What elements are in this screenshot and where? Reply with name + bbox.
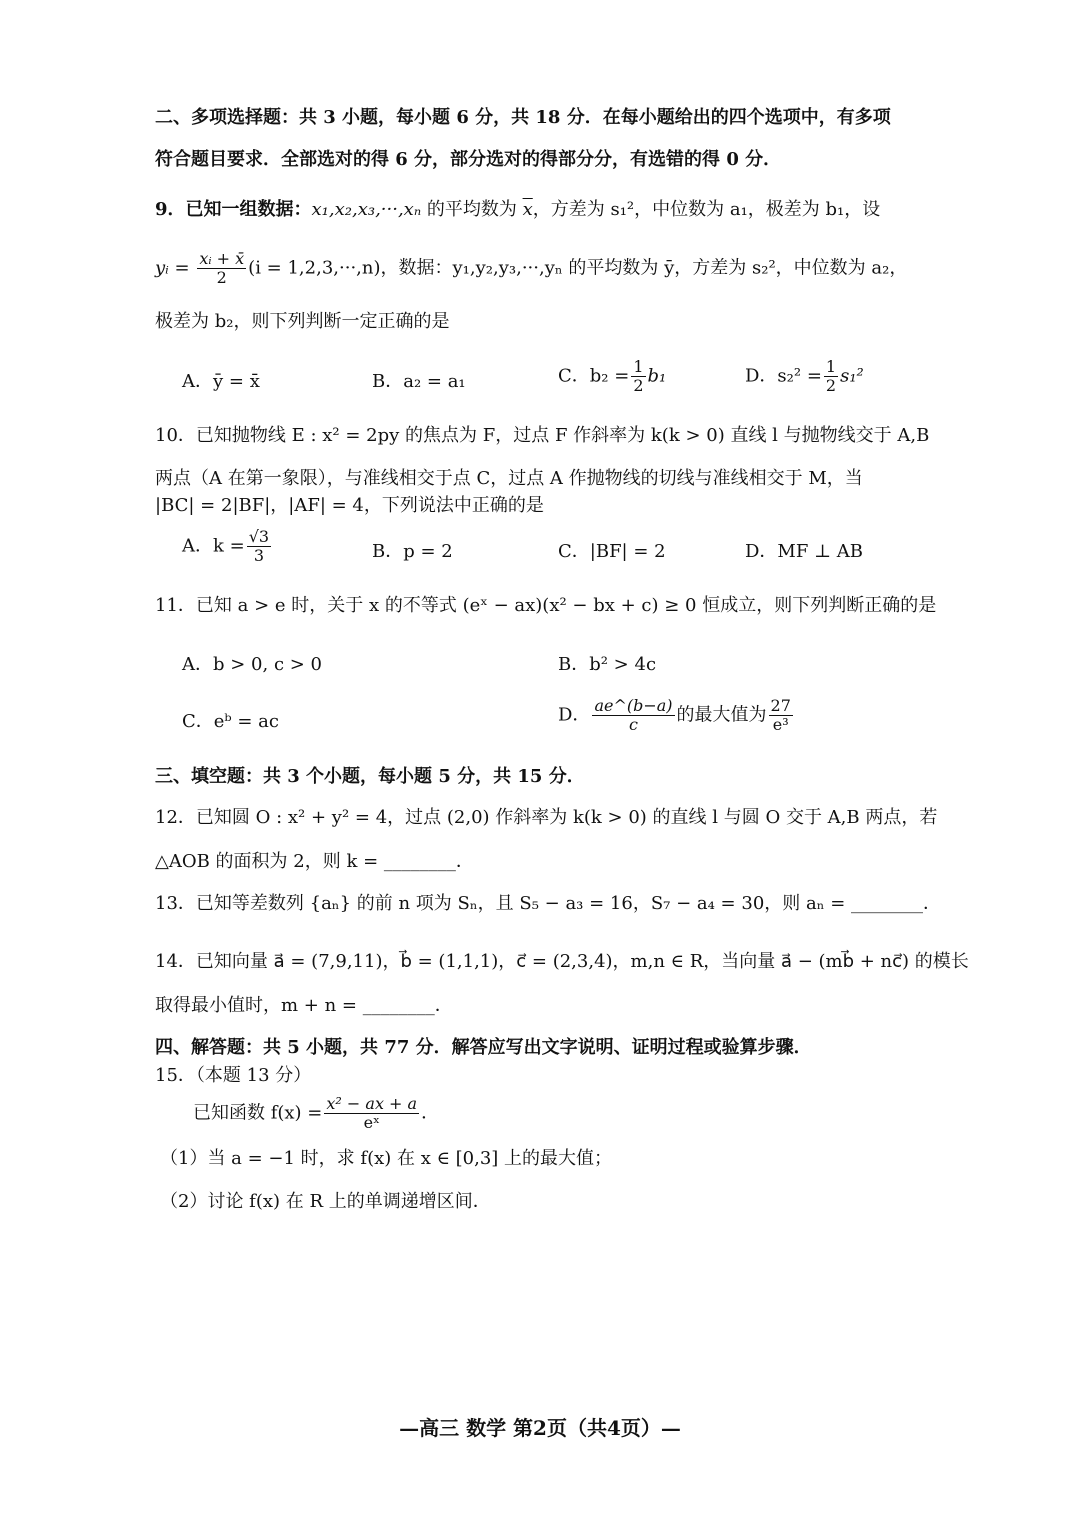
q11-option-d-mid: 的最大值为 xyxy=(676,704,767,726)
q11-option-d-den: c xyxy=(629,715,638,734)
q9-line1 xyxy=(155,198,880,222)
q15-part1: （1）当 a = −1 时，求 f(x) 在 x ∈ [0,3] 上的最大值； xyxy=(160,1148,613,1169)
q9-text1: 的平均数为 xyxy=(421,199,523,220)
q9-option-a: A．ȳ = x̄ xyxy=(182,371,260,392)
q14-line1: 14．已知向量 a⃗ = (7,9,11)，b⃗ = (1,1,1)，c⃗ = (2,3,4)，m,n ∈ R，当向量 a⃗ − (mb⃗ + nc⃗) 的模长 xyxy=(155,951,969,972)
q9-y-num: xᵢ + x̄ xyxy=(199,249,245,268)
page-footer: —高三 数学 第2页（共4页）— xyxy=(399,1416,681,1440)
q9-y-den: 2 xyxy=(216,268,227,287)
q9-option-c-pre: C．b₂ = xyxy=(558,365,630,387)
q9-option-c-post: b₁ xyxy=(647,365,667,387)
section2-header-line1: 二、多项选择题：共 3 小题，每小题 6 分，共 18 分．在每小题给出的四个选项中，有多项 xyxy=(155,107,891,128)
q10-option-a-frac xyxy=(247,528,271,565)
q9-y-lhs: yᵢ = xyxy=(155,257,190,279)
q15-statement-den: eˣ xyxy=(363,1113,380,1132)
q9-data: x₁,x₂,x₃,···,xₙ xyxy=(311,199,422,220)
q9-xbar: $\overline{x}$ xyxy=(522,199,533,220)
q11-option-d-frac xyxy=(592,697,674,734)
section4-header: 四、解答题：共 5 小题，共 77 分．解答应写出文字说明、证明过程或验算步骤． xyxy=(155,1037,812,1058)
q10-line1: 10．已知抛物线 E : x² = 2py 的焦点为 F，过点 F 作斜率为 k(k > 0) 直线 l 与抛物线交于 A,B xyxy=(155,425,930,446)
q11-option-b: B．b² > 4c xyxy=(558,654,657,675)
q9-option-d-den: 2 xyxy=(825,376,837,395)
q10-option-a-den: 3 xyxy=(253,546,264,565)
q11-option-d-pre: D． xyxy=(558,704,591,726)
q10-option-a-pre: A．k = xyxy=(182,535,245,557)
q11-option-d xyxy=(558,697,795,734)
q11-option-c: C．eᵇ = ac xyxy=(182,711,279,732)
q15-statement-pre: 已知函数 f(x) = xyxy=(193,1102,323,1124)
q10-line2: 两点（A 在第一象限），与准线相交于点 C，过点 A 作抛物线的切线与准线相交于 M，当 xyxy=(155,468,863,489)
q15-statement-post: ． xyxy=(421,1102,440,1124)
q9-option-d-pre: D．s₂² = xyxy=(745,365,822,387)
q9-option-d xyxy=(745,358,864,395)
section3-header: 三、填空题：共 3 个小题，每小题 5 分，共 15 分． xyxy=(155,766,585,787)
q15-statement-frac xyxy=(324,1095,419,1132)
q13-line1: 13．已知等差数列 {aₙ} 的前 n 项为 Sₙ，且 S₅ − a₃ = 16，S₇ − a₄ = 30，则 aₙ = ________． xyxy=(155,893,942,914)
q15-title: 15．（本题 13 分） xyxy=(155,1065,312,1086)
q9-intro: 9．已知一组数据： xyxy=(155,199,312,220)
q10-option-a-num: √3 xyxy=(248,527,270,546)
q10-line3: |BC| = 2|BF|，|AF| = 4，下列说法中正确的是 xyxy=(155,495,544,516)
q9-option-d-frac xyxy=(824,358,838,395)
q15-statement xyxy=(193,1095,439,1132)
q9-y-fraction xyxy=(197,250,246,287)
q10-option-a xyxy=(182,528,273,565)
q9-option-c xyxy=(558,358,666,395)
q14-line2: 取得最小值时，m + n = ________． xyxy=(155,995,453,1016)
q9-option-b: B．a₂ = a₁ xyxy=(372,371,466,392)
q11-line1: 11．已知 a > e 时，关于 x 的不等式 (eˣ − ax)(x² − bx + c) ≥ 0 恒成立，则下列判断正确的是 xyxy=(155,595,937,616)
q11-option-d-den2: e³ xyxy=(772,715,789,734)
q15-part2: （2）讨论 f(x) 在 R 上的单调递增区间． xyxy=(160,1191,491,1212)
q10-option-d: D．MF ⊥ AB xyxy=(745,541,863,562)
q10-option-b: B．p = 2 xyxy=(372,541,453,562)
q9-text2: ，方差为 s₁²，中位数为 a₁，极差为 b₁，设 xyxy=(532,199,881,220)
q11-option-d-num: ae^(b−a) xyxy=(594,696,673,715)
q9-option-c-den: 2 xyxy=(633,376,644,395)
section2-header-line2: 符合题目要求．全部选对的得 6 分，部分选对的得部分分，有选错的得 0 分． xyxy=(155,149,782,170)
q12-line2: △AOB 的面积为 2，则 k = ________． xyxy=(155,851,474,872)
q9-option-d-post: s₁² xyxy=(840,365,864,387)
q9-line2 xyxy=(155,250,907,287)
q12-line1: 12．已知圆 O : x² + y² = 4，过点 (2,0) 作斜率为 k(k > 0) 的直线 l 与圆 O 交于 A,B 两点，若 xyxy=(155,807,938,828)
q10-option-c: C．|BF| = 2 xyxy=(558,541,666,562)
q11-option-a: A．b > 0, c > 0 xyxy=(182,654,323,675)
q11-option-d-num2: 27 xyxy=(770,696,791,715)
q9-option-c-frac xyxy=(631,358,645,395)
q9-line2-rest: (i = 1,2,3,···,n)，数据：y₁,y₂,y₃,···,yₙ 的平均数为 ȳ，方差为 s₂²，中位数为 a₂， xyxy=(248,257,908,279)
q9-line3: 极差为 b₂，则下列判断一定正确的是 xyxy=(155,311,450,332)
q11-option-d-frac2 xyxy=(769,697,793,734)
q9-option-d-num: 1 xyxy=(825,357,837,376)
q9-option-c-num: 1 xyxy=(633,357,644,376)
q15-statement-num: x² − ax + a xyxy=(326,1094,418,1113)
